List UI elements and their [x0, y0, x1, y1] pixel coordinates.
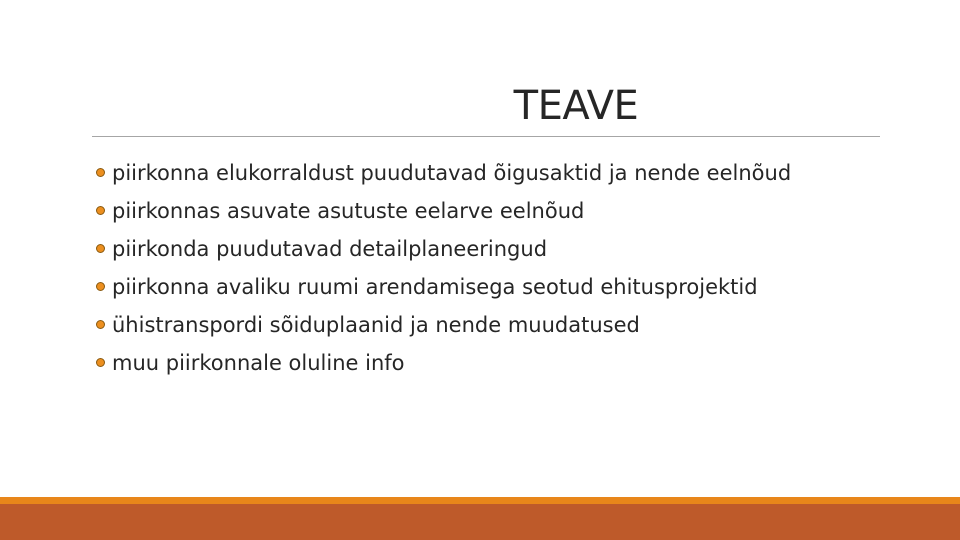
- footer-accent-bar: [0, 497, 960, 504]
- bullet-list: [96, 158, 796, 386]
- bullet-text: piirkonnas asuvate asutuste eelarve eelnõud: [112, 199, 585, 223]
- bullet-item: [96, 348, 796, 378]
- bullet-dot-icon: [96, 244, 105, 253]
- bullet-text: muu piirkonnale oluline info: [112, 351, 405, 375]
- bullet-text: piirkonda puudutavad detailplaneeringud: [112, 237, 548, 261]
- bullet-text: piirkonna avaliku ruumi arendamisega seotud ehitusprojektid: [112, 275, 758, 299]
- bullet-text: ühistranspordi sõiduplaanid ja nende muudatused: [112, 313, 640, 337]
- footer-bar: [0, 504, 960, 540]
- slide-title: TEAVE: [513, 83, 639, 129]
- bullet-item: [96, 158, 796, 188]
- bullet-dot-icon: [96, 358, 105, 367]
- bullet-item: [96, 196, 796, 226]
- bullet-dot-icon: [96, 206, 105, 215]
- bullet-text: piirkonna elukorraldust puudutavad õigusaktid ja nende eelnõud: [112, 161, 792, 185]
- bullet-item: [96, 234, 796, 264]
- bullet-dot-icon: [96, 282, 105, 291]
- bullet-dot-icon: [96, 168, 105, 177]
- bullet-item: [96, 272, 796, 302]
- bullet-dot-icon: [96, 320, 105, 329]
- bullet-item: [96, 310, 796, 340]
- title-divider: [92, 136, 880, 137]
